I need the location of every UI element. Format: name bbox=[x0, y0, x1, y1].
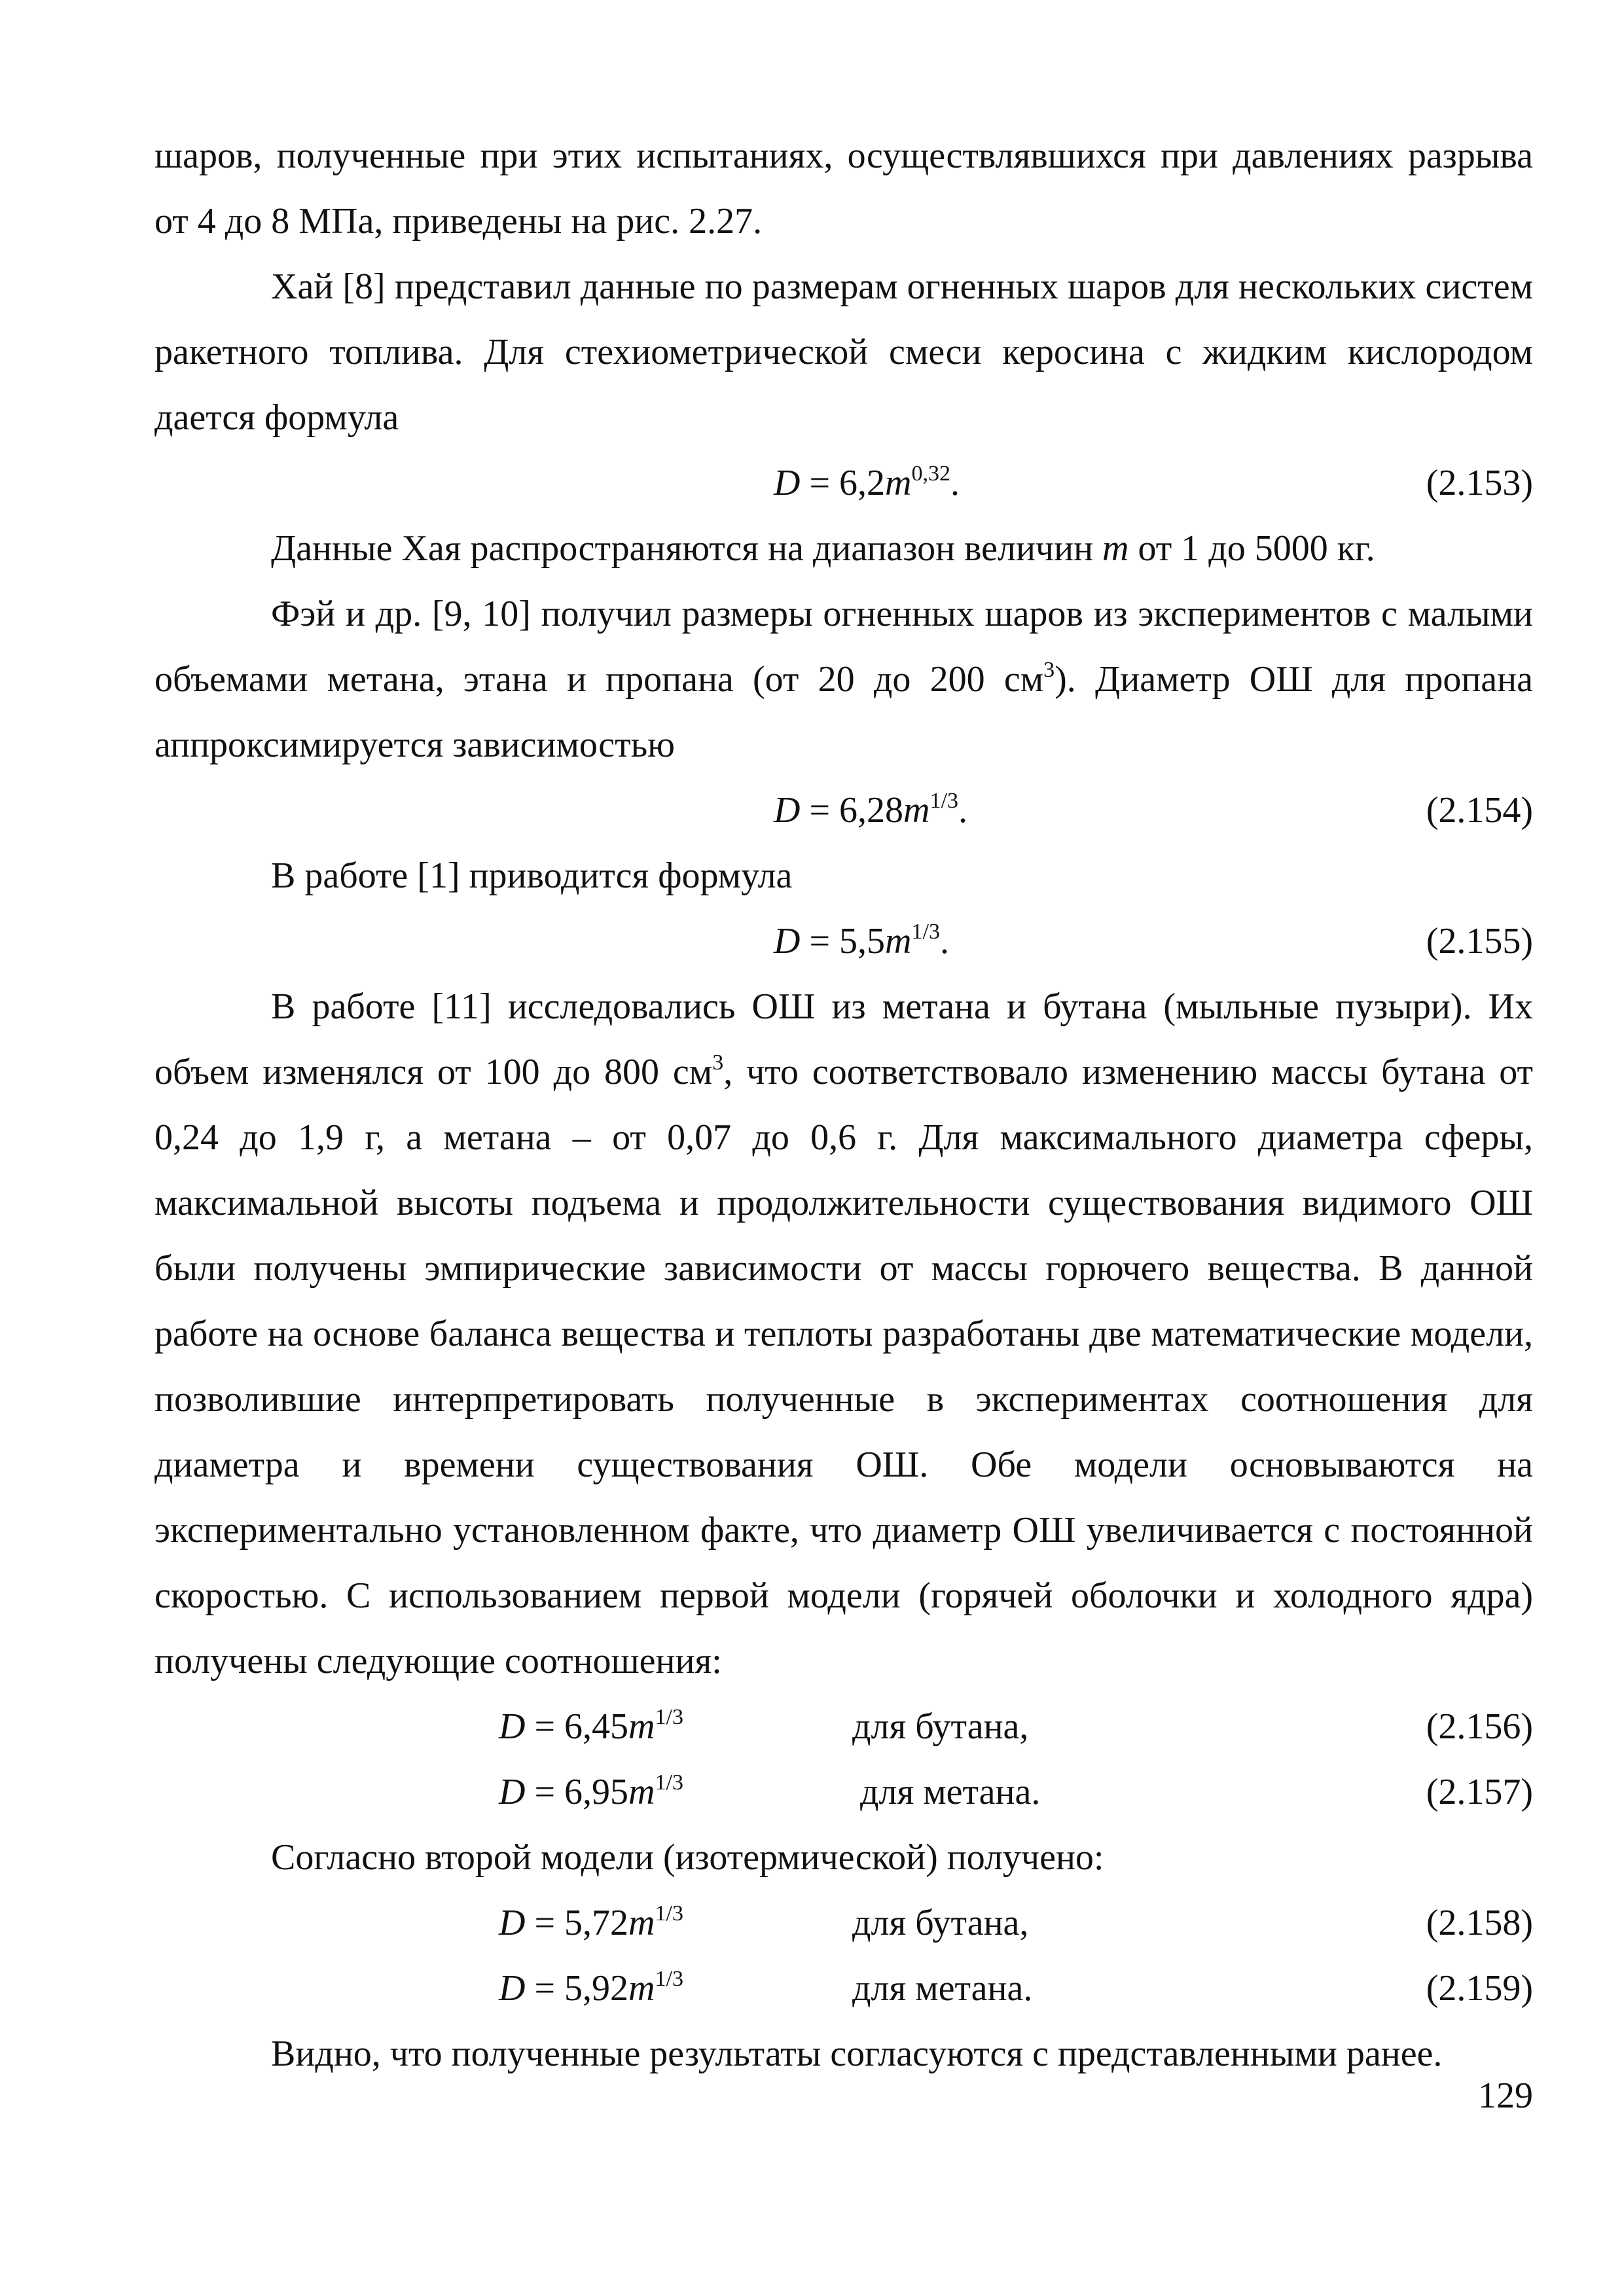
variable-m: m bbox=[628, 1706, 655, 1747]
equation-formula bbox=[774, 778, 967, 843]
equation-formula bbox=[499, 1890, 683, 1956]
equation-2-154 bbox=[154, 778, 1533, 843]
variable-m: m bbox=[628, 1772, 655, 1812]
variable-d: D bbox=[774, 463, 801, 503]
equation-period: . bbox=[950, 463, 960, 503]
paragraph-1 bbox=[154, 123, 1533, 254]
paragraph-4-part: Фэй и др. [9, 10] получил размеры огненных шаров из экспериментов с малыми объемами метана, этана и пропана (от 20 до 200 см bbox=[154, 594, 1533, 700]
exponent: 1/3 bbox=[911, 920, 940, 944]
paragraph-6-part: В работе [11] исследовались ОШ из метана и бутана (мыльные пузыри). Их объем изменялся от 100 до 800 см bbox=[154, 986, 1533, 1092]
variable-d: D bbox=[499, 1968, 526, 2009]
coefficient: = 6,95 bbox=[525, 1772, 629, 1812]
equation-label: для бутана, bbox=[852, 1903, 1029, 1943]
paragraph-3-part: от 1 до 5000 кг. bbox=[1128, 528, 1375, 569]
variable-d: D bbox=[499, 1772, 526, 1812]
equation-label: для метана. bbox=[860, 1772, 1041, 1812]
paragraph-7-text: Согласно второй модели (изотермической) получено: bbox=[271, 1837, 1104, 1878]
paragraph-5-text: В работе [1] приводится формула bbox=[271, 855, 793, 896]
variable-d: D bbox=[774, 921, 801, 961]
exponent: 1/3 bbox=[655, 1770, 683, 1795]
paragraph-6 bbox=[154, 974, 1533, 1694]
equation-formula bbox=[499, 1759, 683, 1825]
variable-m: m bbox=[885, 921, 912, 961]
paragraph-6-part: , что соответствовало изменению массы бутана от 0,24 до 1,9 г, а метана – от 0,07 до 0,6 г. Для максимального диаметра сферы, максимальной высоты подъема и продолжительности существования видимого ОШ были получены эмпирические зависимости от массы горючего вещества. В данной работе на основе баланса вещества и теплоты разработаны две математические модели, позволившие интерпретировать полученные в экспериментах соотношения для диаметра и времени существования ОШ. Обе модели основываются на экспериментально установленном факте, что диаметр ОШ увеличивается с постоянной скоростью. С использованием первой модели (горячей оболочки и холодного ядра) получены следующие соотношения: bbox=[154, 1052, 1533, 1681]
exponent: 1/3 bbox=[655, 1901, 683, 1926]
paragraph-2 bbox=[154, 254, 1533, 450]
variable-d: D bbox=[774, 790, 801, 831]
coefficient: = 5,72 bbox=[525, 1903, 629, 1943]
paragraph-3-text bbox=[154, 516, 1533, 581]
paragraph-3-part: Данные Хая распространяются на диапазон величин bbox=[271, 528, 1103, 569]
equation-number: (2.155) bbox=[1426, 921, 1533, 961]
equation-period: . bbox=[958, 790, 967, 831]
page-number: 129 bbox=[1478, 2075, 1533, 2116]
equation-number: (2.157) bbox=[1426, 1772, 1533, 1812]
variable-m: m bbox=[628, 1968, 655, 2009]
paragraph-4 bbox=[154, 581, 1533, 778]
variable-m: m bbox=[885, 463, 912, 503]
paragraph-1-text: шаров, полученные при этих испытаниях, осуществлявшихся при давлениях разрыва от 4 до 8 МПа, приведены на рис. 2.27. bbox=[154, 135, 1533, 242]
variable-d: D bbox=[499, 1903, 526, 1943]
exponent: 1/3 bbox=[655, 1967, 683, 1991]
exponent: 0,32 bbox=[911, 461, 950, 486]
equation-formula bbox=[499, 1956, 683, 2021]
exponent: 1/3 bbox=[929, 789, 958, 813]
superscript-3: 3 bbox=[1043, 658, 1055, 682]
variable-m: m bbox=[1102, 528, 1129, 569]
equation-number: (2.153) bbox=[1426, 463, 1533, 503]
paragraph-8 bbox=[154, 2021, 1533, 2087]
equation-2-159 bbox=[154, 1956, 1533, 2021]
paragraph-2-text: Хай [8] представил данные по размерам огненных шаров для нескольких систем ракетного топлива. Для стехиометрической смеси керосина с жидким кислородом дается формула bbox=[154, 266, 1533, 438]
equation-formula bbox=[774, 908, 949, 974]
superscript-3: 3 bbox=[712, 1050, 724, 1075]
equation-2-157 bbox=[154, 1759, 1533, 1825]
equation-2-158 bbox=[154, 1890, 1533, 1956]
paragraph-3 bbox=[154, 516, 1533, 581]
variable-m: m bbox=[903, 790, 930, 831]
equation-number: (2.154) bbox=[1426, 790, 1533, 831]
coefficient: = 6,28 bbox=[800, 790, 904, 831]
coefficient: = 6,2 bbox=[800, 463, 886, 503]
equation-formula bbox=[499, 1694, 683, 1759]
coefficient: = 5,92 bbox=[525, 1968, 629, 2009]
equation-number: (2.159) bbox=[1426, 1968, 1533, 2009]
equation-formula bbox=[774, 450, 960, 516]
equation-2-153 bbox=[154, 450, 1533, 516]
paragraph-6-text bbox=[154, 974, 1533, 1694]
variable-m: m bbox=[628, 1903, 655, 1943]
paragraph-4-part: ). Диаметр ОШ для пропана аппроксимируется зависимостью bbox=[154, 659, 1533, 765]
equation-period: . bbox=[939, 921, 949, 961]
variable-d: D bbox=[499, 1706, 526, 1747]
equation-label: для метана. bbox=[852, 1968, 1033, 2009]
paragraph-8-text: Видно, что полученные результаты согласуются с представленными ранее. bbox=[271, 2034, 1443, 2074]
coefficient: = 6,45 bbox=[525, 1706, 629, 1747]
equation-label: для бутана, bbox=[852, 1706, 1029, 1747]
coefficient: = 5,5 bbox=[800, 921, 886, 961]
exponent: 1/3 bbox=[655, 1705, 683, 1729]
equation-2-156 bbox=[154, 1694, 1533, 1759]
paragraph-7 bbox=[154, 1825, 1533, 1890]
equation-number: (2.156) bbox=[1426, 1706, 1533, 1747]
paragraph-5 bbox=[154, 843, 1533, 908]
equation-2-155 bbox=[154, 908, 1533, 974]
equation-number: (2.158) bbox=[1426, 1903, 1533, 1943]
paragraph-4-text bbox=[154, 581, 1533, 778]
